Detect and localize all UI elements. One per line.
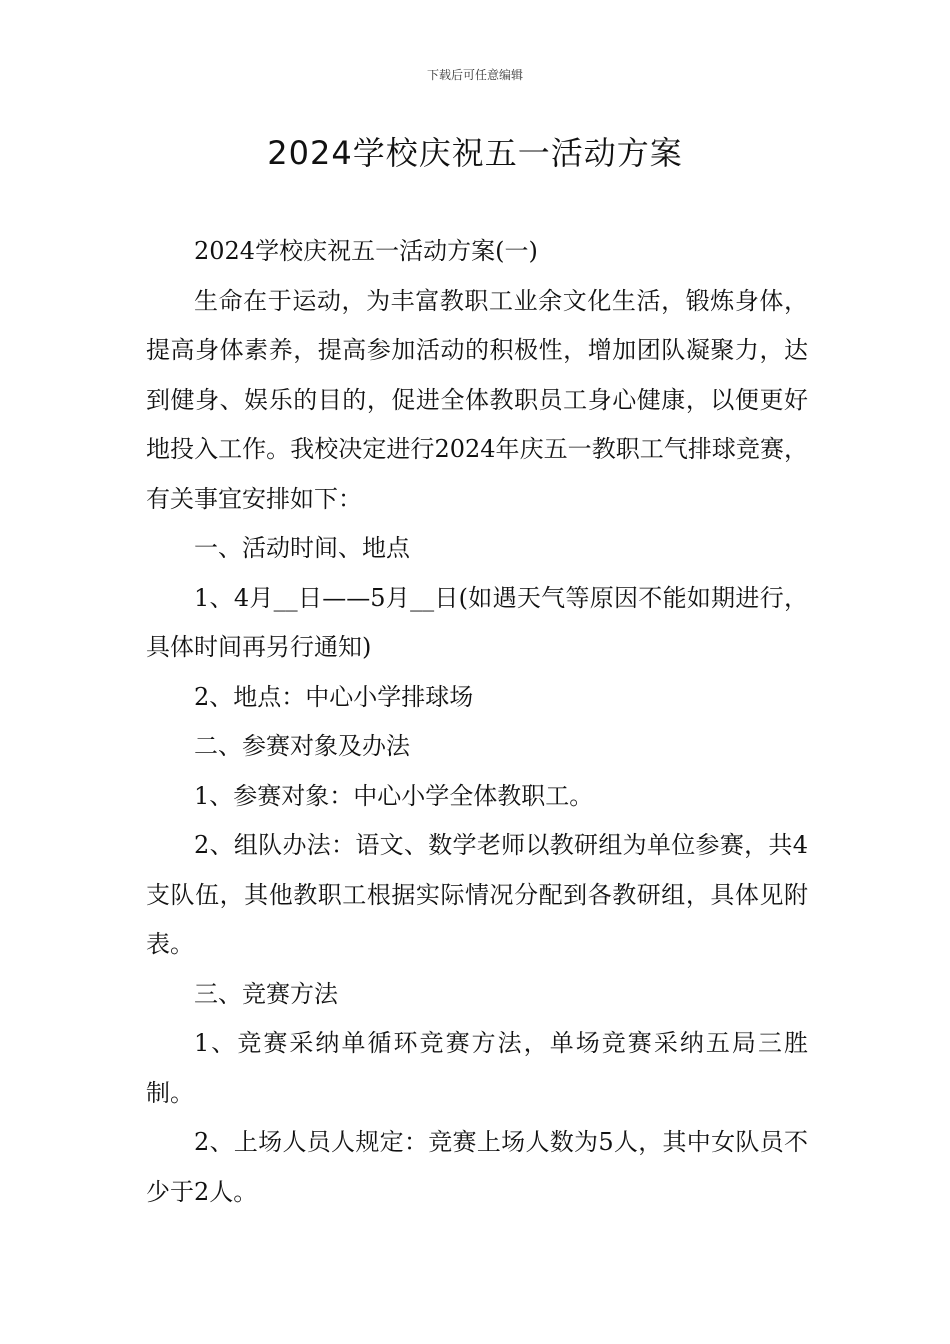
section-heading-time-place: 一、活动时间、地点 [194, 534, 410, 562]
paragraph-place: 2、地点：中心小学排球场 [194, 682, 474, 711]
section-heading-competition-method: 三、竞赛方法 [194, 979, 338, 1008]
header-note: 下载后可任意编辑 [426, 68, 523, 82]
document-body [146, 227, 808, 1217]
paragraph-competition-format: 1、竞赛采纳单循环竞赛方法，单场竞赛采纳五局三胜制。 [146, 1029, 808, 1107]
section-heading-participants: 二、参赛对象及办法 [194, 732, 410, 760]
paragraph-team-method: 2、组队办法：语文、数学老师以教研组为单位参赛，共4支队伍，其他教职工根据实际情况分配到各教研组，具体见附表。 [146, 831, 808, 958]
paragraph-subtitle: 2024学校庆祝五一活动方案(一) [194, 237, 538, 265]
paragraph-player-rules: 2、上场人员人规定：竞赛上场人数为5人，其中女队员不少于2人。 [146, 1128, 808, 1206]
paragraph-participants: 1、参赛对象：中心小学全体教职工。 [194, 781, 594, 810]
paragraph-time: 1、4月__日——5月__日(如遇天气等原因不能如期进行，具体时间再另行通知) [146, 583, 808, 661]
document-title: 2024学校庆祝五一活动方案 [267, 134, 683, 172]
paragraph-intro: 生命在于运动，为丰富教职工业余文化生活，锻炼身体，提高身体素养，提高参加活动的积极性，增加团队凝聚力，达到健身、娱乐的目的，促进全体教职员工身心健康，以便更好地投入工作。我校决定进行2024年庆五一教职工气排球竞赛，有关事宜安排如下： [146, 286, 808, 513]
